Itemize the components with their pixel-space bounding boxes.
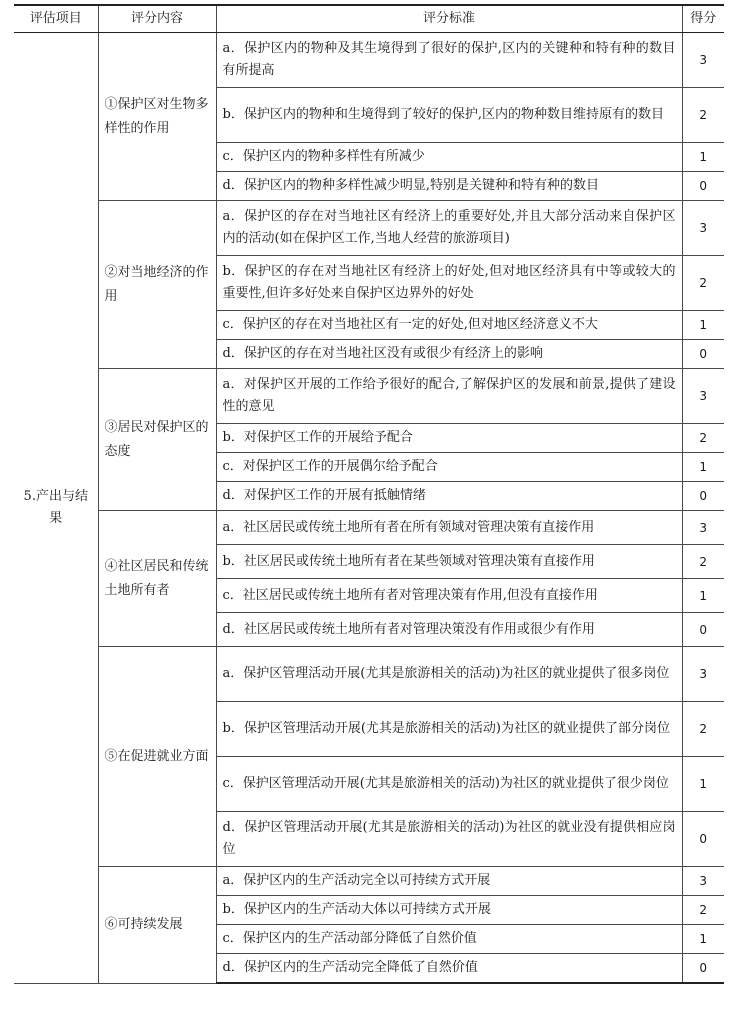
score-value: 2 xyxy=(682,424,724,453)
criterion-text: a．社区居民或传统土地所有者在所有领域对管理决策有直接作用 xyxy=(216,511,682,545)
criterion-text: c．保护区内的物种多样性有所减少 xyxy=(216,143,682,172)
criterion-text: a．保护区内的生产活动完全以可持续方式开展 xyxy=(216,867,682,896)
table-row xyxy=(14,369,724,424)
header-project: 评估项目 xyxy=(14,5,98,33)
content-group-1: ①保护区对生物多样性的作用 xyxy=(98,33,216,201)
content-group-5: ⑤在促进就业方面 xyxy=(98,647,216,867)
criterion-text: d．社区居民或传统土地所有者对管理决策没有作用或很少有作用 xyxy=(216,613,682,647)
score-value: 0 xyxy=(682,613,724,647)
score-value: 3 xyxy=(682,369,724,424)
project-label: 5.产出与结果 xyxy=(23,488,88,526)
score-value: 2 xyxy=(682,545,724,579)
criterion-text: c．保护区管理活动开展(尤其是旅游相关的活动)为社区的就业提供了很少岗位 xyxy=(216,757,682,812)
evaluation-table xyxy=(14,4,724,984)
score-value: 1 xyxy=(682,579,724,613)
criterion-text: d．保护区内的物种多样性减少明显,特别是关键种和特有种的数目 xyxy=(216,172,682,201)
score-value: 3 xyxy=(682,867,724,896)
criterion-text: b．保护区内的生产活动大体以可持续方式开展 xyxy=(216,896,682,925)
score-value: 3 xyxy=(682,201,724,256)
table-row xyxy=(14,867,724,896)
score-value: 0 xyxy=(682,482,724,511)
table-row xyxy=(14,647,724,702)
score-value: 3 xyxy=(682,33,724,88)
score-value: 2 xyxy=(682,256,724,311)
criterion-text: c．保护区内的生产活动部分降低了自然价值 xyxy=(216,925,682,954)
table-row xyxy=(14,33,724,88)
score-value: 3 xyxy=(682,511,724,545)
criterion-text: d．对保护区工作的开展有抵触情绪 xyxy=(216,482,682,511)
score-value: 1 xyxy=(682,453,724,482)
table-row xyxy=(14,511,724,545)
score-value: 0 xyxy=(682,340,724,369)
content-group-2: ②对当地经济的作用 xyxy=(98,201,216,369)
criterion-text: d．保护区内的生产活动完全降低了自然价值 xyxy=(216,954,682,984)
score-value: 1 xyxy=(682,925,724,954)
criterion-text: d．保护区管理活动开展(尤其是旅游相关的活动)为社区的就业没有提供相应岗位 xyxy=(216,812,682,867)
criterion-text: c．社区居民或传统土地所有者对管理决策有作用,但没有直接作用 xyxy=(216,579,682,613)
score-value: 3 xyxy=(682,647,724,702)
header-content: 评分内容 xyxy=(98,5,216,33)
score-value: 0 xyxy=(682,172,724,201)
score-value: 1 xyxy=(682,757,724,812)
criterion-text: b．保护区的存在对当地社区有经济上的好处,但对地区经济具有中等或较大的重要性,但许多好处来自保护区边界外的好处 xyxy=(216,256,682,311)
table-row xyxy=(14,201,724,256)
content-group-3: ③居民对保护区的态度 xyxy=(98,369,216,511)
header-score: 得分 xyxy=(682,5,724,33)
score-value: 2 xyxy=(682,88,724,143)
criterion-text: a．保护区管理活动开展(尤其是旅游相关的活动)为社区的就业提供了很多岗位 xyxy=(216,647,682,702)
score-value: 2 xyxy=(682,896,724,925)
content-group-4: ④社区居民和传统土地所有者 xyxy=(98,511,216,647)
criterion-text: d．保护区的存在对当地社区没有或很少有经济上的影响 xyxy=(216,340,682,369)
criterion-text: b．保护区内的物种和生境得到了较好的保护,区内的物种数目维持原有的数目 xyxy=(216,88,682,143)
criterion-text: b．社区居民或传统土地所有者在某些领域对管理决策有直接作用 xyxy=(216,545,682,579)
score-value: 0 xyxy=(682,954,724,984)
score-value: 1 xyxy=(682,143,724,172)
score-value: 0 xyxy=(682,812,724,867)
score-value: 2 xyxy=(682,702,724,757)
criterion-text: c．保护区的存在对当地社区有一定的好处,但对地区经济意义不大 xyxy=(216,311,682,340)
header-row xyxy=(14,5,724,33)
score-value: 1 xyxy=(682,311,724,340)
content-group-6: ⑥可持续发展 xyxy=(98,867,216,984)
criterion-text: b．保护区管理活动开展(尤其是旅游相关的活动)为社区的就业提供了部分岗位 xyxy=(216,702,682,757)
criterion-text: a．保护区内的物种及其生境得到了很好的保护,区内的关键种和特有种的数目有所提高 xyxy=(216,33,682,88)
criterion-text: b．对保护区工作的开展给予配合 xyxy=(216,424,682,453)
criterion-text: a．保护区的存在对当地社区有经济上的重要好处,并且大部分活动来自保护区内的活动(如在保护区工作,当地人经营的旅游项目) xyxy=(216,201,682,256)
criterion-text: c．对保护区工作的开展偶尔给予配合 xyxy=(216,453,682,482)
project-cell xyxy=(14,33,98,984)
header-criteria: 评分标准 xyxy=(216,5,682,33)
criterion-text: a．对保护区开展的工作给予很好的配合,了解保护区的发展和前景,提供了建设性的意见 xyxy=(216,369,682,424)
